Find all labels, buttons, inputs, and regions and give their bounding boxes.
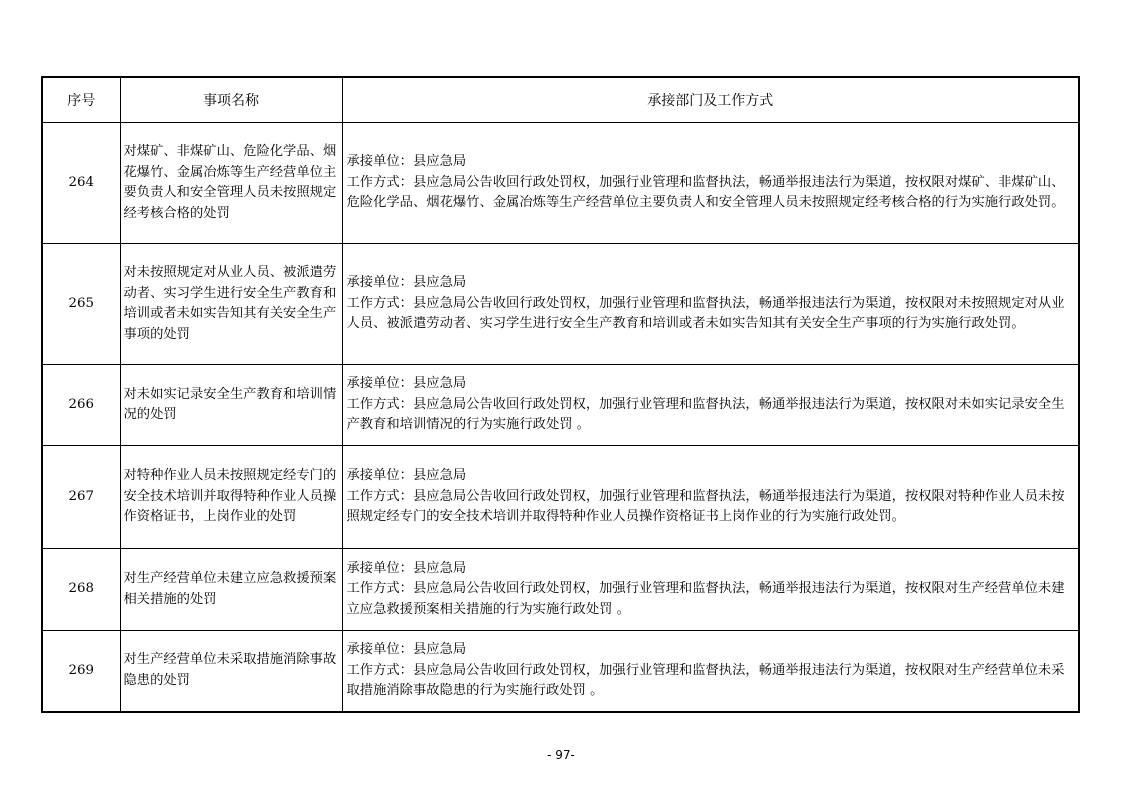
row-work-method: 工作方式：县应急局公告收回行政处罚权，加强行业管理和监督执法，畅通举报违法行为渠道，按权限对生产经营单位未建立应急救援预案相关措施的行为实施行政处罚 。 bbox=[346, 581, 1065, 617]
table-row bbox=[42, 244, 1079, 365]
row-undertaking-unit: 承接单位：县应急局 bbox=[346, 560, 467, 576]
row-item-name: 对生产经营单位未采取措施消除事故隐患的处罚 bbox=[120, 631, 342, 712]
row-serial-number: 264 bbox=[42, 123, 120, 244]
row-department-method bbox=[342, 244, 1079, 365]
row-work-method: 工作方式：县应急局公告收回行政处罚权，加强行业管理和监督执法，畅通举报违法行为渠道，按权限对特种作业人员未按照规定经专门的安全技术培训并取得特种作业人员操作资格证书上岗作业的行为实施行政处罚。 bbox=[346, 488, 1065, 525]
row-undertaking-unit: 承接单位：县应急局 bbox=[346, 275, 467, 291]
row-item-name: 对煤矿、非煤矿山、危险化学品、烟花爆竹、金属冶炼等生产经营单位主要负责人和安全管理人员未按照规定经考核合格的处罚 bbox=[120, 123, 342, 244]
table-row bbox=[42, 549, 1079, 631]
row-department-method bbox=[342, 549, 1079, 631]
header-department-method: 承接部门及工作方式 bbox=[342, 77, 1079, 123]
header-serial-number: 序号 bbox=[42, 77, 120, 123]
row-item-name: 对未如实记录安全生产教育和培训情况的处罚 bbox=[120, 365, 342, 446]
row-department-method bbox=[342, 365, 1079, 446]
table-row bbox=[42, 365, 1079, 446]
row-undertaking-unit: 承接单位：县应急局 bbox=[346, 642, 467, 657]
row-serial-number: 268 bbox=[42, 549, 120, 631]
row-item-name: 对未按照规定对从业人员、被派遣劳动者、实习学生进行安全生产教育和培训或者未如实告知其有关安全生产事项的处罚 bbox=[120, 244, 342, 365]
row-undertaking-unit: 承接单位：县应急局 bbox=[346, 468, 467, 484]
table-header-row bbox=[42, 77, 1079, 123]
table-row bbox=[42, 446, 1079, 549]
row-department-method bbox=[342, 123, 1079, 244]
header-item-name: 事项名称 bbox=[120, 77, 342, 123]
row-item-name: 对生产经营单位未建立应急救援预案相关措施的处罚 bbox=[120, 549, 342, 631]
row-serial-number: 265 bbox=[42, 244, 120, 365]
table-row bbox=[42, 631, 1079, 712]
row-item-name: 对特种作业人员未按照规定经专门的安全技术培训并取得特种作业人员操作资格证书，上岗作业的处罚 bbox=[120, 446, 342, 549]
row-department-method bbox=[342, 446, 1079, 549]
page-number: - 97- bbox=[547, 748, 575, 762]
row-work-method: 工作方式：县应急局公告收回行政处罚权，加强行业管理和监督执法，畅通举报违法行为渠道，按权限对未按照规定对从业人员、被派遣劳动者、实习学生进行安全生产教育和培训或者未如实告知其有关安全生产事项的行为实施行政处罚。 bbox=[346, 295, 1065, 332]
approval-items-table bbox=[41, 76, 1080, 713]
row-department-method bbox=[342, 631, 1079, 712]
row-serial-number: 267 bbox=[42, 446, 120, 549]
row-undertaking-unit: 承接单位：县应急局 bbox=[346, 154, 467, 170]
row-serial-number: 266 bbox=[42, 365, 120, 446]
row-serial-number: 269 bbox=[42, 631, 120, 712]
row-undertaking-unit: 承接单位：县应急局 bbox=[346, 376, 467, 392]
row-work-method: 工作方式：县应急局公告收回行政处罚权，加强行业管理和监督执法，畅通举报违法行为渠道，按权限对生产经营单位未采取措施消除事故隐患的行为实施行政处罚 。 bbox=[346, 662, 1065, 698]
row-work-method: 工作方式：县应急局公告收回行政处罚权，加强行业管理和监督执法，畅通举报违法行为渠道，按权限对煤矿、非煤矿山、危险化学品、烟花爆竹、金属冶炼等生产经营单位主要负责人和安全管理人员未按照规定经考核合格的行为实施行政处罚。 bbox=[346, 174, 1065, 211]
table-row bbox=[42, 123, 1079, 244]
row-work-method: 工作方式：县应急局公告收回行政处罚权，加强行业管理和监督执法，畅通举报违法行为渠道，按权限对未如实记录安全生产教育和培训情况的行为实施行政处罚 。 bbox=[346, 396, 1065, 433]
